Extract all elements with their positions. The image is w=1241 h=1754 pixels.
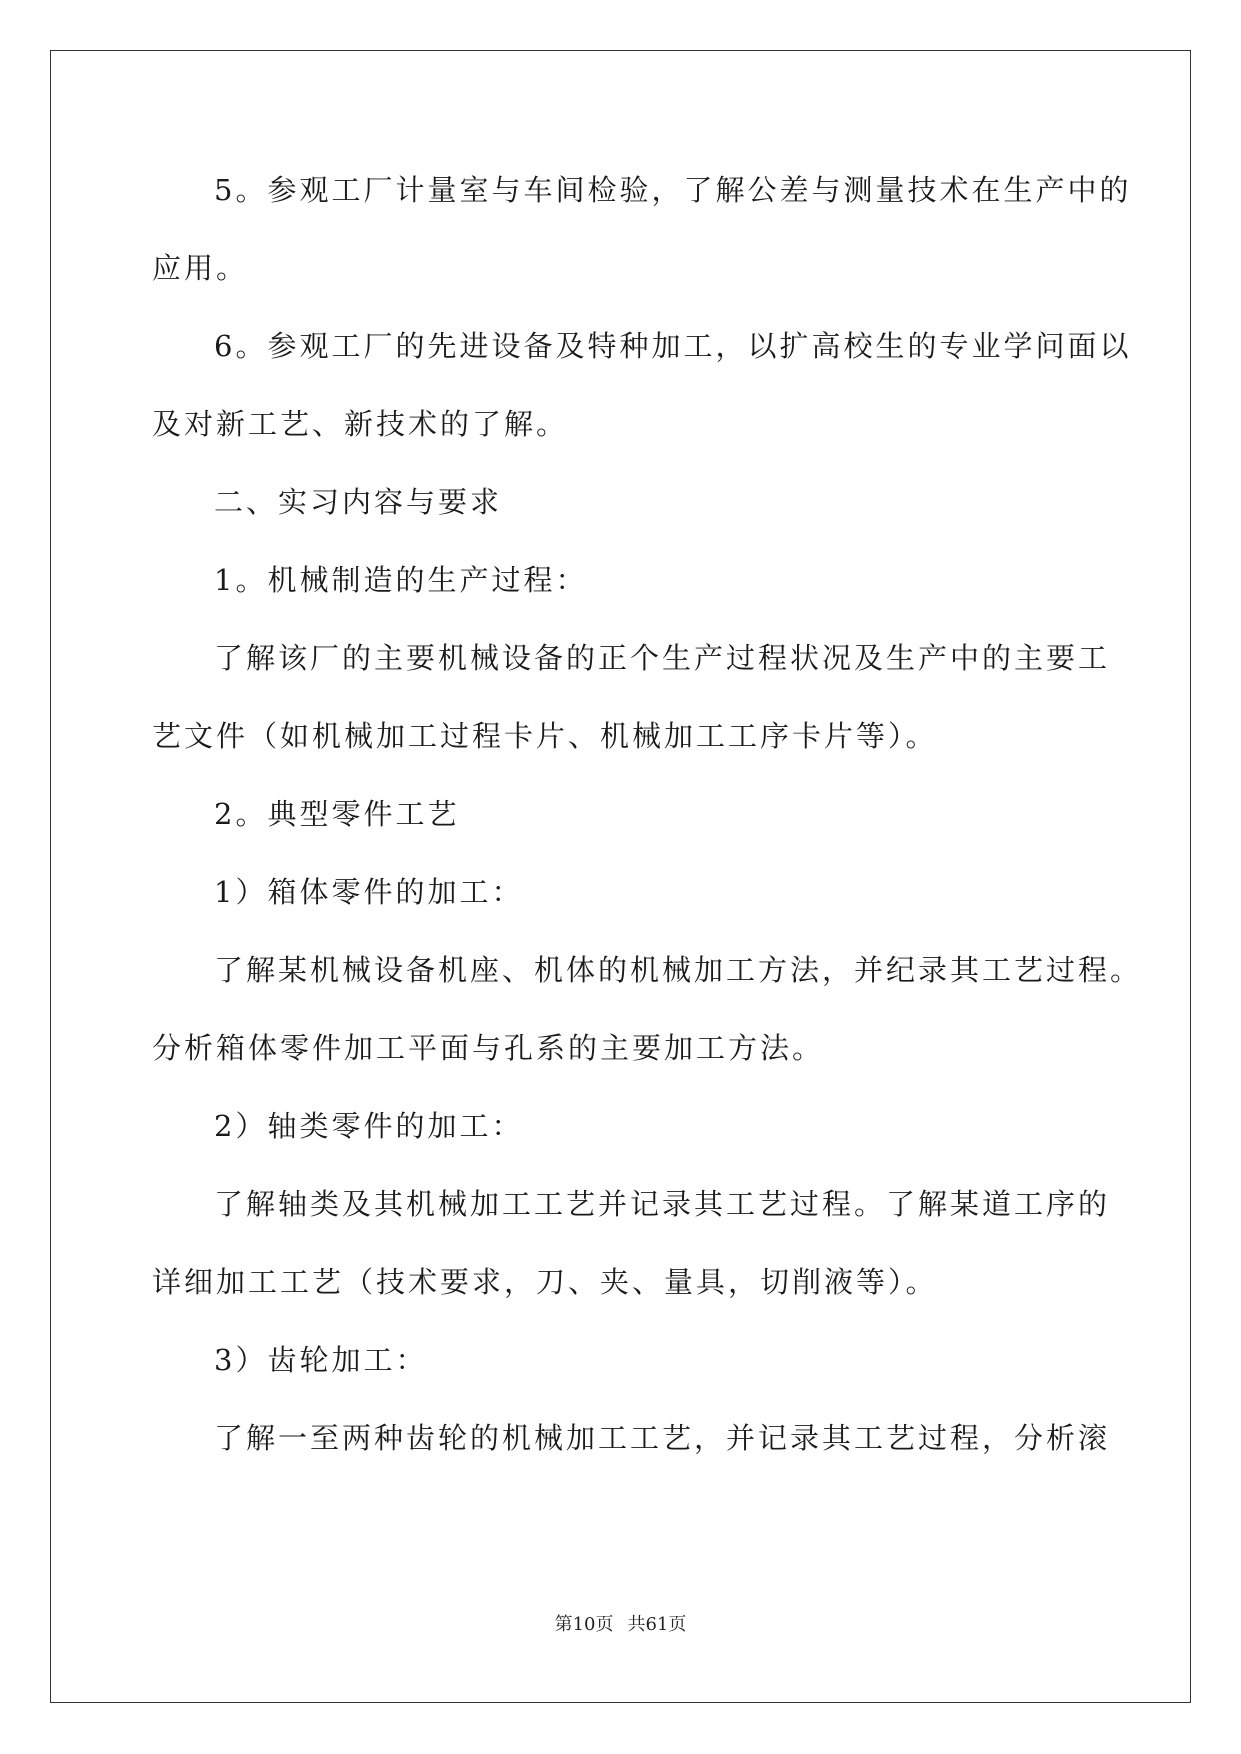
paragraph-line: 了解一至两种齿轮的机械加工工艺，并记录其工艺过程，分析滚 — [214, 1421, 1111, 1455]
paragraph-line: 及对新工艺、新技术的了解。 — [152, 407, 569, 441]
paragraph-line: 艺文件（如机械加工过程卡片、机械加工工序卡片等）。 — [152, 719, 938, 753]
page-number: 第10页 — [554, 1614, 614, 1635]
subsection-heading: 2。典型零件工艺 — [214, 797, 460, 831]
paragraph-line: 分析箱体零件加工平面与孔系的主要加工方法。 — [152, 1031, 825, 1065]
paragraph-line: 了解轴类及其机械加工工艺并记录其工艺过程。了解某道工序的 — [214, 1187, 1111, 1221]
paragraph-line: 6。参观工厂的先进设备及特种加工，以扩高校生的专业学问面以 — [214, 329, 1132, 363]
subsection-heading: 1。机械制造的生产过程： — [214, 563, 588, 597]
page-total: 共61页 — [627, 1614, 687, 1635]
item-heading: 1）箱体零件的加工： — [214, 875, 524, 909]
paragraph-line: 应用。 — [152, 251, 249, 285]
item-heading: 2）轴类零件的加工： — [214, 1109, 524, 1143]
paragraph-line: 了解某机械设备机座、机体的机械加工方法，并纪录其工艺过程。 — [214, 953, 1143, 987]
paragraph-line: 详细加工工艺（技术要求，刀、夹、量具，切削液等）。 — [152, 1265, 938, 1299]
page-footer — [0, 1610, 1241, 1636]
item-heading: 3）齿轮加工： — [214, 1343, 428, 1377]
paragraph-line: 了解该厂的主要机械设备的正个生产过程状况及生产中的主要工 — [214, 641, 1111, 675]
paragraph-line: 5。参观工厂计量室与车间检验，了解公差与测量技术在生产中的 — [214, 173, 1132, 207]
section-heading: 二、实习内容与要求 — [214, 485, 503, 519]
